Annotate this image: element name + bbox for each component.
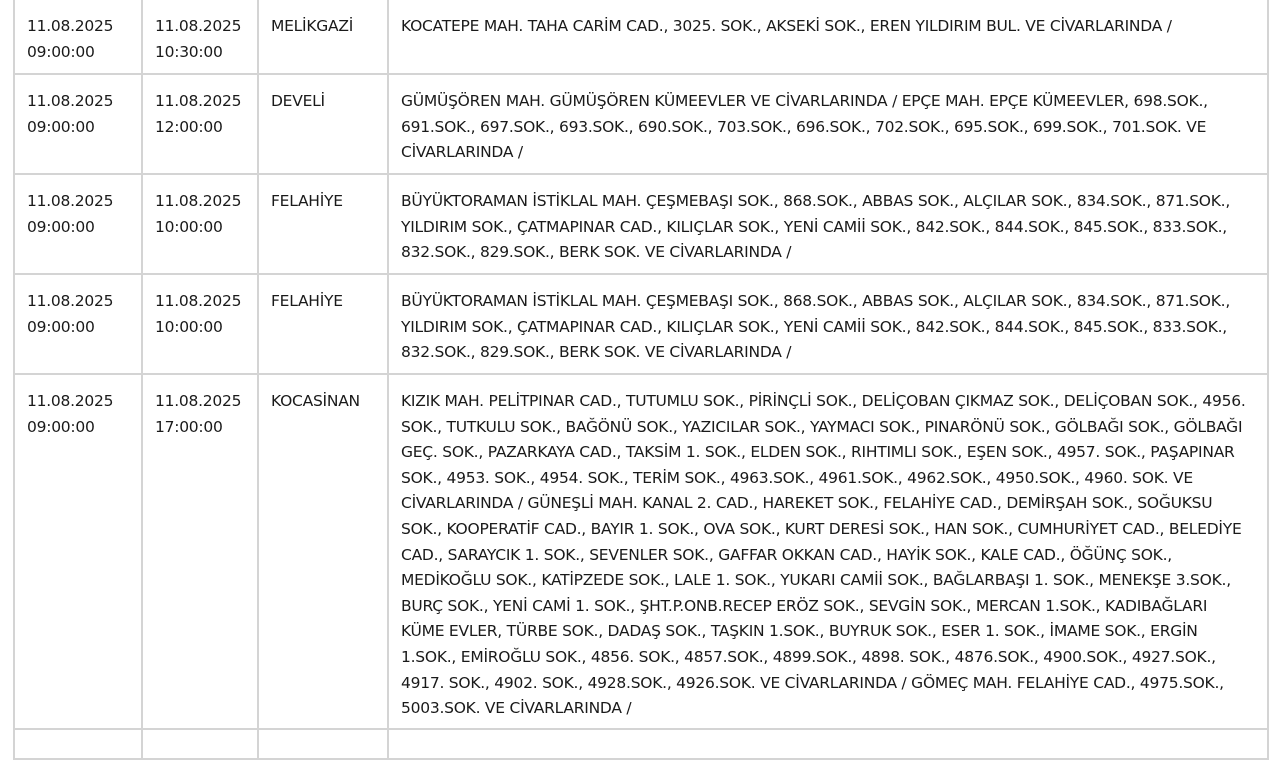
affected-areas-cell: GÜMÜŞÖREN MAH. GÜMÜŞÖREN KÜMEEVLER VE CİVARLARINDA / EPÇE MAH. EPÇE KÜMEEVLER, 698.SOK., 691.SOK., 697.SOK., 693.SOK., 690.SOK., 703.SOK., 696.SOK., 702.SOK., 695.SOK., 699.SOK., 701.SOK. VE CİVARLARINDA /: [388, 74, 1268, 174]
end-time: 10:00:00: [155, 217, 223, 236]
end-time: 12:00:00: [155, 117, 223, 136]
start-time: 09:00:00: [27, 217, 95, 236]
end-date: 11.08.2025: [155, 92, 242, 110]
table-row: [14, 274, 1268, 374]
end-date: 11.08.2025: [155, 192, 242, 210]
end-date: 11.08.2025: [155, 17, 242, 35]
affected-areas-cell: KOCATEPE MAH. TAHA CARİM CAD., 3025. SOK., AKSEKİ SOK., EREN YILDIRIM BUL. VE CİVARLARINDA /: [388, 0, 1268, 74]
start-datetime-cell: [14, 374, 142, 729]
table-row: [14, 174, 1268, 274]
end-datetime-cell: [142, 374, 258, 729]
end-date: 11.08.2025: [155, 292, 242, 310]
district-cell: MELİKGAZİ: [258, 0, 388, 74]
table-row: [14, 0, 1268, 74]
end-time: 17:00:00: [155, 417, 223, 436]
start-date: 11.08.2025: [27, 92, 114, 110]
affected-areas-cell: BÜYÜKTORAMAN İSTİKLAL MAH. ÇEŞMEBAŞI SOK., 868.SOK., ABBAS SOK., ALÇILAR SOK., 834.SOK., 871.SOK., YILDIRIM SOK., ÇATMAPINAR CAD., KILIÇLAR SOK., YENİ CAMİİ SOK., 842.SOK., 844.SOK., 845.SOK., 833.SOK., 832.SOK., 829.SOK., BERK SOK. VE CİVARLARINDA /: [388, 274, 1268, 374]
start-date: 11.08.2025: [27, 392, 114, 410]
start-date: 11.08.2025: [27, 292, 114, 310]
outage-table: [13, 0, 1269, 760]
district-cell: KOCASİNAN: [258, 374, 388, 729]
district-cell: FELAHİYE: [258, 274, 388, 374]
start-date: 11.08.2025: [27, 17, 114, 35]
empty-cell: [14, 729, 142, 759]
end-time: 10:00:00: [155, 317, 223, 336]
affected-areas-cell: BÜYÜKTORAMAN İSTİKLAL MAH. ÇEŞMEBAŞI SOK., 868.SOK., ABBAS SOK., ALÇILAR SOK., 834.SOK., 871.SOK., YILDIRIM SOK., ÇATMAPINAR CAD., KILIÇLAR SOK., YENİ CAMİİ SOK., 842.SOK., 844.SOK., 845.SOK., 833.SOK., 832.SOK., 829.SOK., BERK SOK. VE CİVARLARINDA /: [388, 174, 1268, 274]
start-date: 11.08.2025: [27, 192, 114, 210]
affected-areas-cell: KIZIK MAH. PELİTPINAR CAD., TUTUMLU SOK., PİRİNÇLİ SOK., DELİÇOBAN ÇIKMAZ SOK., DELİÇOBAN SOK., 4956. SOK., TUTKULU SOK., BAĞÖNÜ SOK., YAZICILAR SOK., YAYMACI SOK., PINARÖNÜ SOK., GÖLBAĞI SOK., GÖLBAĞI GEÇ. SOK., PAZARKAYA CAD., TAKSİM 1. SOK., ELDEN SOK., RIHTIMLI SOK., EŞEN SOK., 4957. SOK., PAŞAPINAR SOK., 4953. SOK., 4954. SOK., TERİM SOK., 4963.SOK., 4961.SOK., 4962.SOK., 4950.SOK., 4960. SOK. VE CİVARLARINDA / GÜNEŞLİ MAH. KANAL 2. CAD., HAREKET SOK., FELAHİYE CAD., DEMİRŞAH SOK., SOĞUKSU SOK., KOOPERATİF CAD., BAYIR 1. SOK., OVA SOK., KURT DERESİ SOK., HAN SOK., CUMHURİYET CAD., BELEDİYE CAD., SARAYCIK 1. SOK., SEVENLER SOK., GAFFAR OKKAN CAD., HAYİK SOK., KALE CAD., ÖĞÜNÇ SOK., MEDİKOĞLU SOK., KATİPZEDE SOK., LALE 1. SOK., YUKARI CAMİİ SOK., BAĞLARBAŞI 1. SOK., MENEKŞE 3.SOK., BURÇ SOK., YENİ CAMİ 1. SOK., ŞHT.P.ONB.RECEP ERÖZ SOK., SEVGİN SOK., MERCAN 1.SOK., KADIBAĞLARI KÜME EVLER, TÜRBE SOK., DADAŞ SOK., TAŞKIN 1.SOK., BUYRUK SOK., ESER 1. SOK., İMAME SOK., ERGİN 1.SOK., EMİROĞLU SOK., 4856. SOK., 4857.SOK., 4899.SOK., 4898. SOK., 4876.SOK., 4900.SOK., 4927.SOK., 4917. SOK., 4902. SOK., 4928.SOK., 4926.SOK. VE CİVARLARINDA / GÖMEÇ MAH. FELAHİYE CAD., 4975.SOK., 5003.SOK. VE CİVARLARINDA /: [388, 374, 1268, 729]
table-row-partial: [14, 729, 1268, 759]
end-datetime-cell: [142, 174, 258, 274]
end-date: 11.08.2025: [155, 392, 242, 410]
start-datetime-cell: [14, 74, 142, 174]
table-row: [14, 374, 1268, 729]
start-time: 09:00:00: [27, 317, 95, 336]
start-time: 09:00:00: [27, 42, 95, 61]
end-datetime-cell: [142, 274, 258, 374]
start-time: 09:00:00: [27, 417, 95, 436]
start-datetime-cell: [14, 174, 142, 274]
empty-cell: [258, 729, 388, 759]
end-datetime-cell: [142, 74, 258, 174]
district-cell: FELAHİYE: [258, 174, 388, 274]
start-datetime-cell: [14, 274, 142, 374]
end-time: 10:30:00: [155, 42, 223, 61]
start-time: 09:00:00: [27, 117, 95, 136]
empty-cell: [142, 729, 258, 759]
end-datetime-cell: [142, 0, 258, 74]
empty-cell: [388, 729, 1268, 759]
table-row: [14, 74, 1268, 174]
start-datetime-cell: [14, 0, 142, 74]
district-cell: DEVELİ: [258, 74, 388, 174]
